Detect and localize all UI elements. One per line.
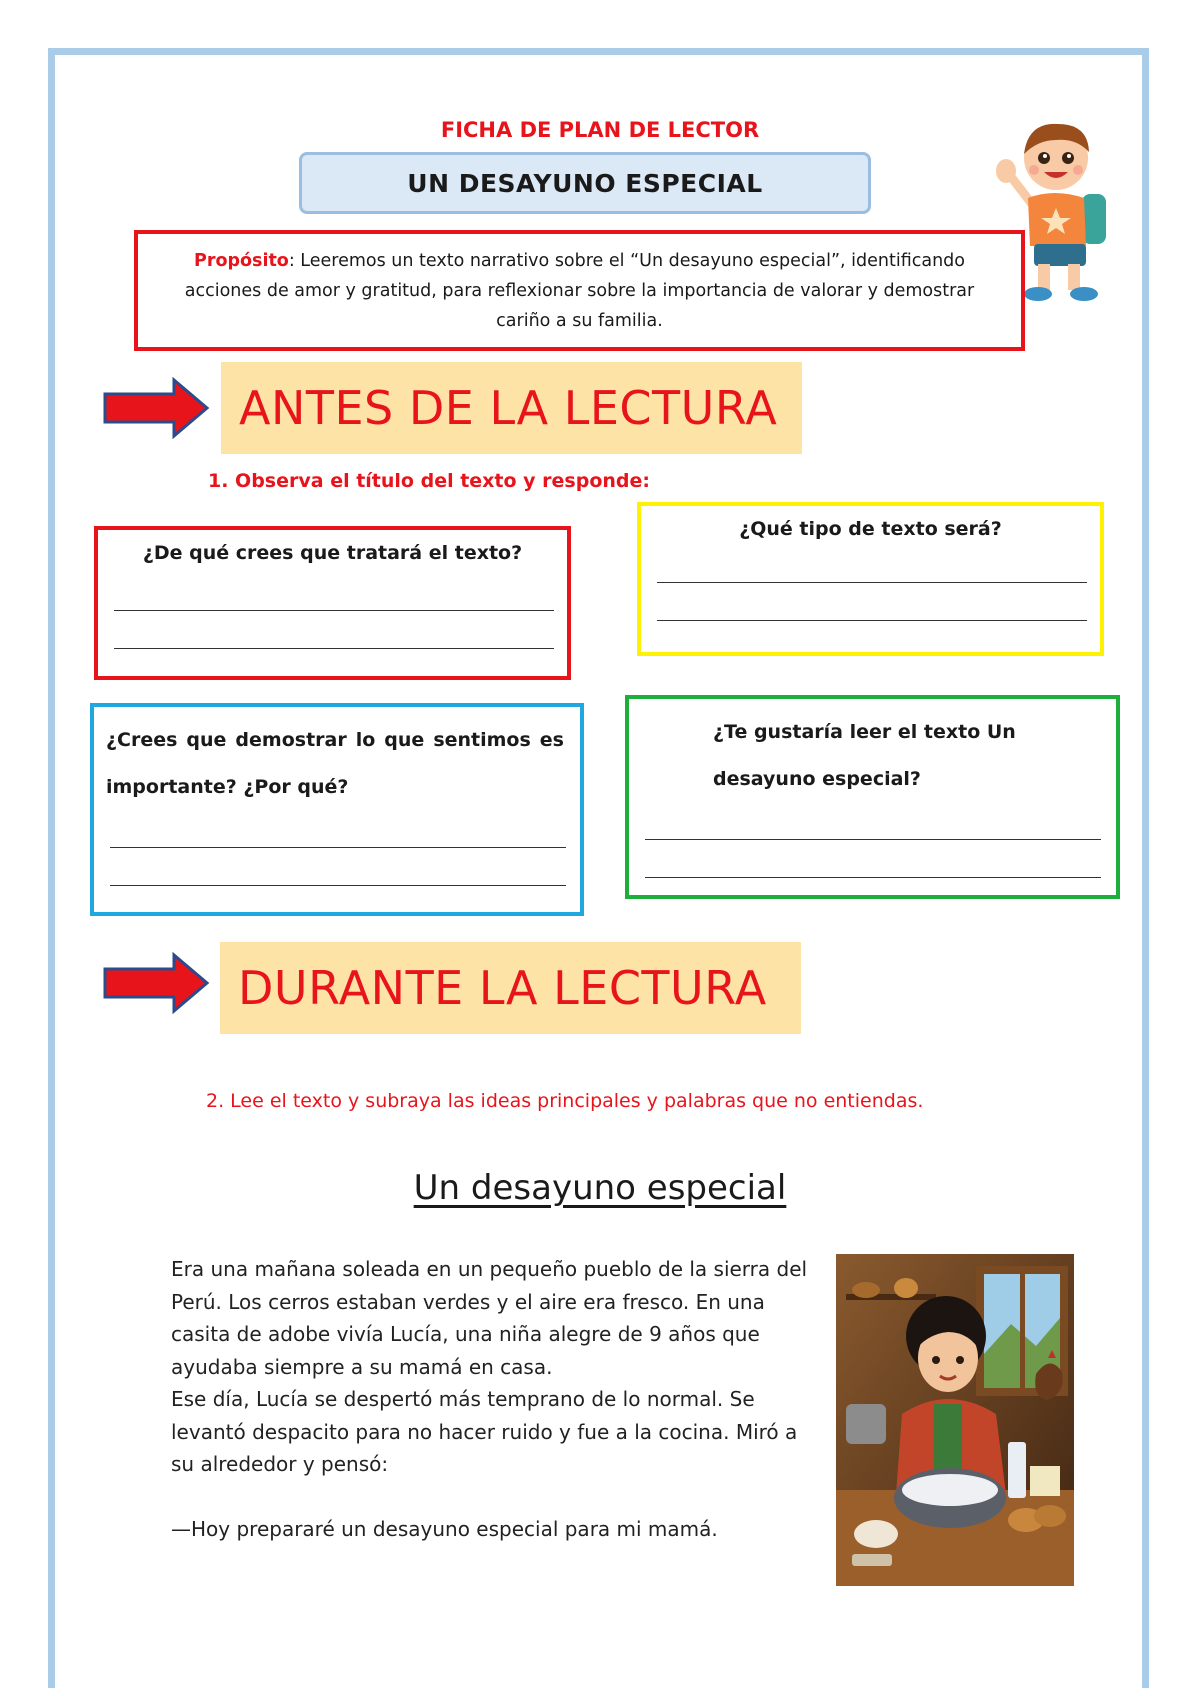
answer-line[interactable]	[110, 847, 566, 848]
story-title: Un desayuno especial	[413, 1168, 787, 1208]
answer-line[interactable]	[114, 648, 554, 649]
question-text: ¿Qué tipo de texto será?	[739, 518, 1002, 540]
right-arrow-icon	[102, 952, 212, 1014]
purpose-text: : Leeremos un texto narrativo sobre el “Un desayuno especial”, identificando acciones de amor y gratitud, para reflexionar sobre la importancia de valorar y demostrar cariño a su familia.	[184, 251, 975, 331]
story-paragraph: Ese día, Lucía se despertó más temprano de lo normal. Se levantó despacito para no hacer ruido y fue a la cocina. Miró a su alrededor y pensó:	[171, 1387, 798, 1476]
right-arrow-icon	[102, 377, 212, 439]
story-paragraph: —Hoy prepararé un desayuno especial para mi mamá.	[171, 1516, 718, 1541]
instruction-2: 2. Lee el texto y subraya las ideas principales y palabras que no entiendas.	[206, 1090, 924, 1112]
story-text	[171, 1253, 821, 1545]
question-box-topic	[94, 526, 571, 680]
purpose-label: Propósito	[194, 251, 289, 271]
answer-line[interactable]	[114, 610, 554, 611]
before-reading-banner: ANTES DE LA LECTURA	[221, 362, 802, 454]
answer-line[interactable]	[110, 885, 566, 886]
worksheet-title: UN DESAYUNO ESPECIAL	[299, 152, 871, 214]
instruction-1: 1. Observa el título del texto y responde:	[208, 470, 651, 492]
answer-line[interactable]	[645, 877, 1101, 878]
purpose-box	[134, 230, 1025, 351]
question-text: ¿De qué crees que tratará el texto?	[142, 542, 523, 564]
question-text: ¿Crees que demostrar lo que sentimos es importante? ¿Por qué?	[106, 729, 564, 798]
story-paragraph: Era una mañana soleada en un pequeño pueblo de la sierra del Perú. Los cerros estaban verdes y el aire era fresco. En una casita de adobe vivía Lucía, una niña alegre de 9 años que ayudaba siempre a su mamá en casa.	[171, 1257, 808, 1379]
answer-line[interactable]	[657, 582, 1087, 583]
girl-cooking-illustration	[836, 1254, 1074, 1586]
answer-line[interactable]	[645, 839, 1101, 840]
question-box-interest	[625, 695, 1120, 899]
answer-line[interactable]	[657, 620, 1087, 621]
worksheet-label: FICHA DE PLAN DE LECTOR	[440, 118, 760, 142]
question-box-text-type	[637, 502, 1104, 656]
during-reading-banner: DURANTE LA LECTURA	[220, 942, 801, 1034]
question-box-feelings	[90, 703, 584, 916]
question-text: ¿Te gustaría leer el texto Un desayuno especial?	[713, 721, 1016, 790]
